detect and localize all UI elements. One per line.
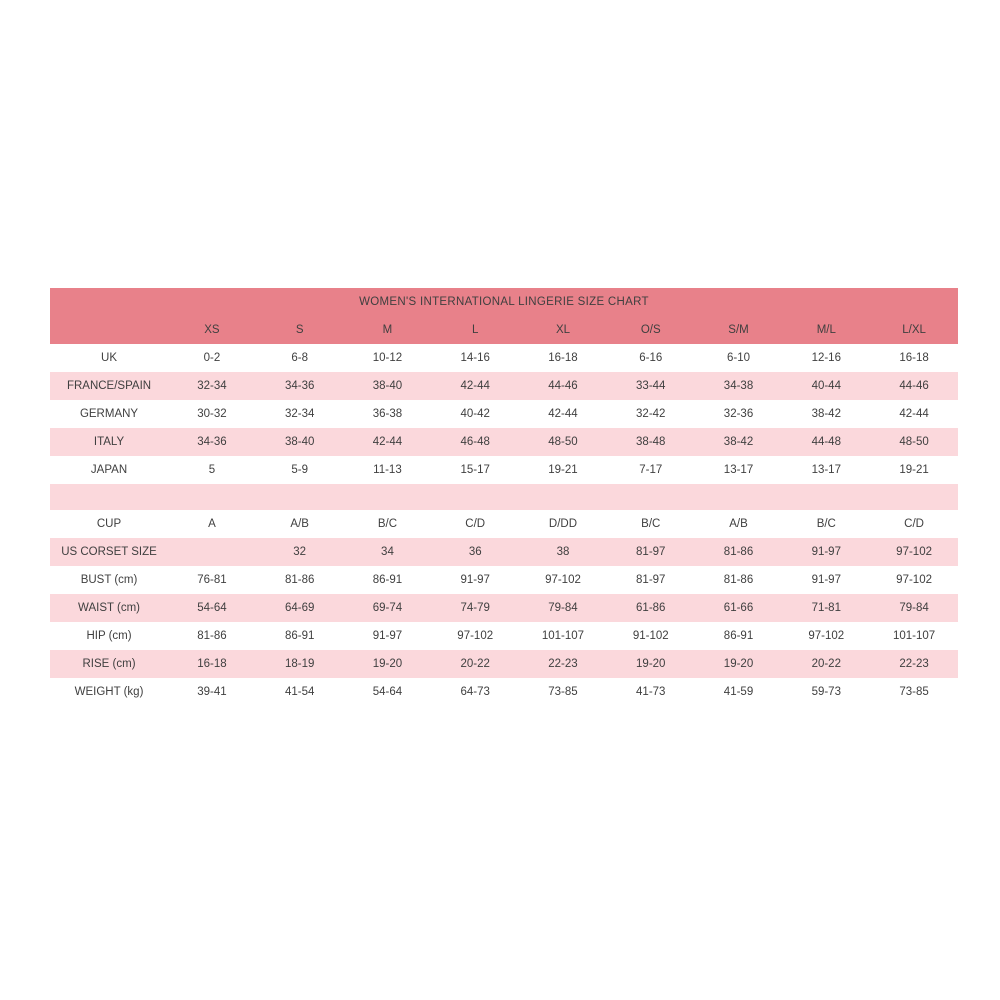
table-cell: 18-19 [256, 650, 344, 678]
table-cell: 32-34 [168, 372, 256, 400]
row-label: US CORSET SIZE [50, 538, 168, 566]
table-cell: 69-74 [344, 594, 432, 622]
column-header-m: M [344, 316, 432, 344]
table-cell: 13-17 [782, 456, 870, 484]
table-cell: 14-16 [431, 344, 519, 372]
table-cell: 34-36 [256, 372, 344, 400]
table-cell: 5 [168, 456, 256, 484]
row-label: GERMANY [50, 400, 168, 428]
table-cell: 20-22 [782, 650, 870, 678]
table-row [50, 510, 958, 538]
table-cell: 42-44 [344, 428, 432, 456]
table-cell: 19-20 [344, 650, 432, 678]
table-cell: 19-20 [607, 650, 695, 678]
spacer-row [50, 484, 958, 510]
table-cell: 71-81 [782, 594, 870, 622]
table-cell: 7-17 [607, 456, 695, 484]
column-header-l: L [431, 316, 519, 344]
table-row [50, 344, 958, 372]
table-cell: 34-38 [695, 372, 783, 400]
table-cell: 32-42 [607, 400, 695, 428]
table-cell: 44-46 [870, 372, 958, 400]
table-cell: 91-102 [607, 622, 695, 650]
table-cell: 38-40 [256, 428, 344, 456]
column-header-m-l: M/L [782, 316, 870, 344]
row-label: WAIST (cm) [50, 594, 168, 622]
table-cell: 48-50 [870, 428, 958, 456]
table-cell: 81-86 [256, 566, 344, 594]
table-cell: 13-17 [695, 456, 783, 484]
row-label: WEIGHT (kg) [50, 678, 168, 706]
table-cell: 97-102 [870, 538, 958, 566]
table-cell: 32-36 [695, 400, 783, 428]
row-label: CUP [50, 510, 168, 538]
chart-title-row [50, 288, 958, 316]
table-cell: 41-59 [695, 678, 783, 706]
table-cell: 91-97 [782, 538, 870, 566]
table-cell: 81-86 [695, 538, 783, 566]
table-cell: 38-42 [782, 400, 870, 428]
table-row [50, 566, 958, 594]
table-cell: 20-22 [431, 650, 519, 678]
table-cell: 76-81 [168, 566, 256, 594]
lingerie-size-chart-table [50, 288, 958, 706]
column-header-s: S [256, 316, 344, 344]
spacer-cell [50, 484, 168, 510]
table-cell: 101-107 [519, 622, 607, 650]
table-cell: 11-13 [344, 456, 432, 484]
table-cell: D/DD [519, 510, 607, 538]
table-cell: 44-46 [519, 372, 607, 400]
table-cell: 81-97 [607, 566, 695, 594]
table-cell: 36-38 [344, 400, 432, 428]
row-label: ITALY [50, 428, 168, 456]
column-header-xs: XS [168, 316, 256, 344]
table-cell: 10-12 [344, 344, 432, 372]
table-cell: 6-16 [607, 344, 695, 372]
table-cell: 5-9 [256, 456, 344, 484]
table-cell [168, 538, 256, 566]
table-cell: 48-50 [519, 428, 607, 456]
table-row [50, 372, 958, 400]
spacer-cell [431, 484, 519, 510]
table-cell: 73-85 [870, 678, 958, 706]
table-cell: 44-48 [782, 428, 870, 456]
column-header-corner [50, 316, 168, 344]
table-cell: 81-97 [607, 538, 695, 566]
spacer-cell [695, 484, 783, 510]
table-cell: 6-8 [256, 344, 344, 372]
size-chart-body [50, 288, 958, 706]
table-cell: B/C [607, 510, 695, 538]
size-chart-container [50, 288, 958, 706]
table-cell: 19-21 [870, 456, 958, 484]
table-cell: B/C [782, 510, 870, 538]
row-label: RISE (cm) [50, 650, 168, 678]
table-cell: 86-91 [256, 622, 344, 650]
table-cell: 30-32 [168, 400, 256, 428]
table-cell: 40-44 [782, 372, 870, 400]
table-row [50, 650, 958, 678]
table-cell: A [168, 510, 256, 538]
table-cell: 42-44 [519, 400, 607, 428]
spacer-cell [344, 484, 432, 510]
table-row [50, 428, 958, 456]
table-row [50, 538, 958, 566]
table-row [50, 678, 958, 706]
column-header-s-m: S/M [695, 316, 783, 344]
table-cell: 81-86 [168, 622, 256, 650]
table-cell: 91-97 [782, 566, 870, 594]
table-cell: 34 [344, 538, 432, 566]
table-cell: 97-102 [519, 566, 607, 594]
table-cell: 54-64 [344, 678, 432, 706]
table-cell: 22-23 [870, 650, 958, 678]
table-cell: 46-48 [431, 428, 519, 456]
table-cell: 34-36 [168, 428, 256, 456]
table-cell: 19-20 [695, 650, 783, 678]
table-cell: 61-86 [607, 594, 695, 622]
table-cell: 41-73 [607, 678, 695, 706]
column-header-l-xl: L/XL [870, 316, 958, 344]
row-label: FRANCE/SPAIN [50, 372, 168, 400]
table-cell: 33-44 [607, 372, 695, 400]
table-cell: 16-18 [870, 344, 958, 372]
spacer-cell [256, 484, 344, 510]
spacer-cell [870, 484, 958, 510]
table-cell: 39-41 [168, 678, 256, 706]
table-cell: 64-73 [431, 678, 519, 706]
table-cell: 91-97 [344, 622, 432, 650]
table-cell: 97-102 [870, 566, 958, 594]
table-cell: 6-10 [695, 344, 783, 372]
table-cell: A/B [256, 510, 344, 538]
table-cell: 74-79 [431, 594, 519, 622]
table-cell: 38 [519, 538, 607, 566]
table-cell: 41-54 [256, 678, 344, 706]
spacer-cell [782, 484, 870, 510]
column-header-o-s: O/S [607, 316, 695, 344]
table-cell: A/B [695, 510, 783, 538]
table-cell: 79-84 [519, 594, 607, 622]
column-header-row [50, 316, 958, 344]
table-cell: 32-34 [256, 400, 344, 428]
table-cell: 42-44 [870, 400, 958, 428]
table-cell: 40-42 [431, 400, 519, 428]
table-row [50, 456, 958, 484]
row-label: BUST (cm) [50, 566, 168, 594]
table-cell: 0-2 [168, 344, 256, 372]
table-cell: 54-64 [168, 594, 256, 622]
table-cell: 42-44 [431, 372, 519, 400]
table-cell: 36 [431, 538, 519, 566]
table-cell: C/D [431, 510, 519, 538]
table-row [50, 400, 958, 428]
table-cell: 16-18 [519, 344, 607, 372]
chart-title: WOMEN'S INTERNATIONAL LINGERIE SIZE CHART [50, 288, 958, 316]
table-cell: 73-85 [519, 678, 607, 706]
table-cell: 19-21 [519, 456, 607, 484]
table-cell: 64-69 [256, 594, 344, 622]
table-cell: 81-86 [695, 566, 783, 594]
table-cell: 97-102 [782, 622, 870, 650]
table-cell: 97-102 [431, 622, 519, 650]
table-cell: 38-42 [695, 428, 783, 456]
table-cell: B/C [344, 510, 432, 538]
table-cell: 32 [256, 538, 344, 566]
row-label: HIP (cm) [50, 622, 168, 650]
row-label: UK [50, 344, 168, 372]
column-header-xl: XL [519, 316, 607, 344]
table-cell: 22-23 [519, 650, 607, 678]
table-cell: 38-48 [607, 428, 695, 456]
table-cell: C/D [870, 510, 958, 538]
table-row [50, 594, 958, 622]
row-label: JAPAN [50, 456, 168, 484]
table-cell: 91-97 [431, 566, 519, 594]
table-cell: 79-84 [870, 594, 958, 622]
table-cell: 86-91 [344, 566, 432, 594]
table-cell: 61-66 [695, 594, 783, 622]
table-cell: 38-40 [344, 372, 432, 400]
table-cell: 16-18 [168, 650, 256, 678]
table-cell: 59-73 [782, 678, 870, 706]
table-row [50, 622, 958, 650]
table-cell: 101-107 [870, 622, 958, 650]
table-cell: 86-91 [695, 622, 783, 650]
table-cell: 12-16 [782, 344, 870, 372]
spacer-cell [519, 484, 607, 510]
spacer-cell [607, 484, 695, 510]
table-cell: 15-17 [431, 456, 519, 484]
spacer-cell [168, 484, 256, 510]
